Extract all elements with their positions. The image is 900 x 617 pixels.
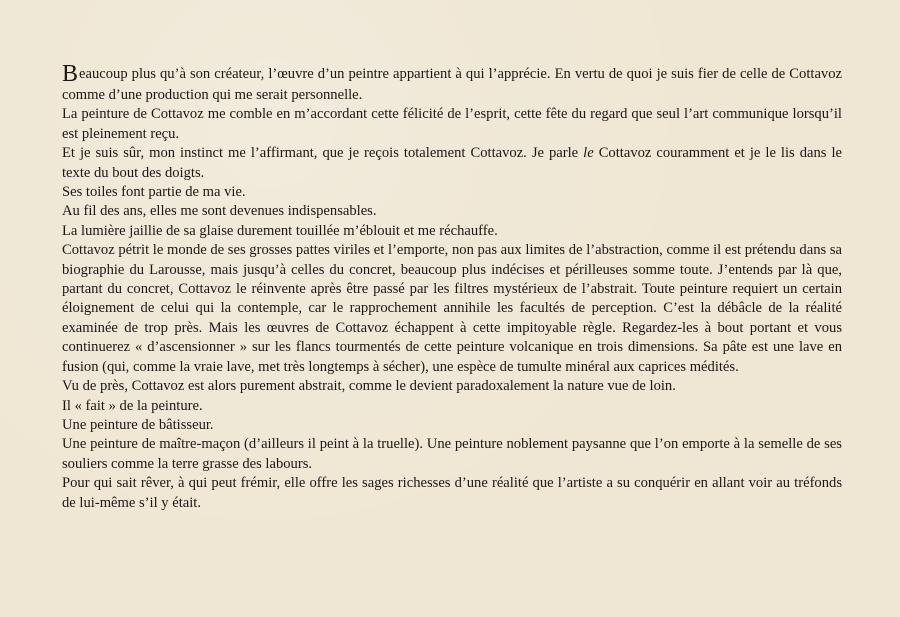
paragraph-11: Une peinture de maître-maçon (d’ailleurs il peint à la truelle). Une peinture noblement paysanne que l’on emporte à la semelle de ses souliers comme la terre grasse des labours.	[62, 436, 842, 472]
paragraph-10: Une peinture de bâtisseur.	[62, 416, 214, 433]
paragraph-7: Cottavoz pétrit le monde de ses grosses pattes viriles et l’emporte, non pas aux limites de l’abstraction, comme il est prétendu dans sa biographie du Larousse, mais jusqu’à celles du concret, beaucoup plus indécises et périlleuses somme toute. J’entends par là que, partant du concret, Cottavoz le réinvente après être passé par les filtres mystérieux de l’abstrait. Toute peinture requiert un certain éloignement de celui qui la contemple, car le rapprochement annihile les facultés de perception. C’est la débâcle de la réalité examinée de trop près. Mais les œuvres de Cottavoz échappent à cette impitoyable règle. Regardez-les à bout portant et vous continuerez « d’ascensionner » sur les flancs tourmentés de cette peinture volcanique en trois dimensions. Sa pâte est une lave en fusion (qui, comme la vraie lave, met très longtemps à sécher), une espèce de tumulte minéral aux caprices médités.	[62, 242, 842, 375]
paragraph-3	[62, 144, 842, 183]
paragraph-5: Au fil des ans, elles me sont devenues indispensables.	[62, 203, 377, 220]
paragraph-1-text: eaucoup plus qu’à son créateur, l’œuvre d’un peintre appartient à qui l’apprécie. En vertu de quoi je suis fier de celle de Cottavoz comme d’une production qui me serait personnelle.	[62, 66, 842, 103]
paragraph-9: Il « fait » de la peinture.	[62, 397, 203, 414]
paragraph-6: La lumière jaillie de sa glaise durement touillée m’éblouit et me réchauffe.	[62, 222, 498, 239]
paragraph-2: La peinture de Cottavoz me comble en m’accordant cette félicité de l’esprit, cette fête du regard que seul l’art communique lorsqu’il est pleinement reçu.	[62, 106, 842, 142]
paragraph-1	[62, 62, 842, 105]
essay-text	[62, 62, 842, 513]
paragraph-4: Ses toiles font partie de ma vie.	[62, 184, 246, 201]
paragraph-12: Pour qui sait rêver, à qui peut frémir, elle offre les sages richesses d’une réalité que l’artiste a su conquérir en allant voir au tréfonds de lui-même s’il y était.	[62, 475, 842, 511]
paragraph-3-text-after: Cottavoz couramment et je le lis dans le texte du bout des doigts.	[62, 145, 842, 181]
paragraph-3-italic: le	[583, 145, 594, 162]
paragraph-3-text-before: Et je suis sûr, mon instinct me l’affirmant, que je reçois totalement Cottavoz. Je parle	[62, 145, 584, 162]
drop-cap: B	[62, 61, 79, 87]
paragraph-8: Vu de près, Cottavoz est alors purement abstrait, comme le devient paradoxalement la nature vue de loin.	[62, 378, 676, 395]
